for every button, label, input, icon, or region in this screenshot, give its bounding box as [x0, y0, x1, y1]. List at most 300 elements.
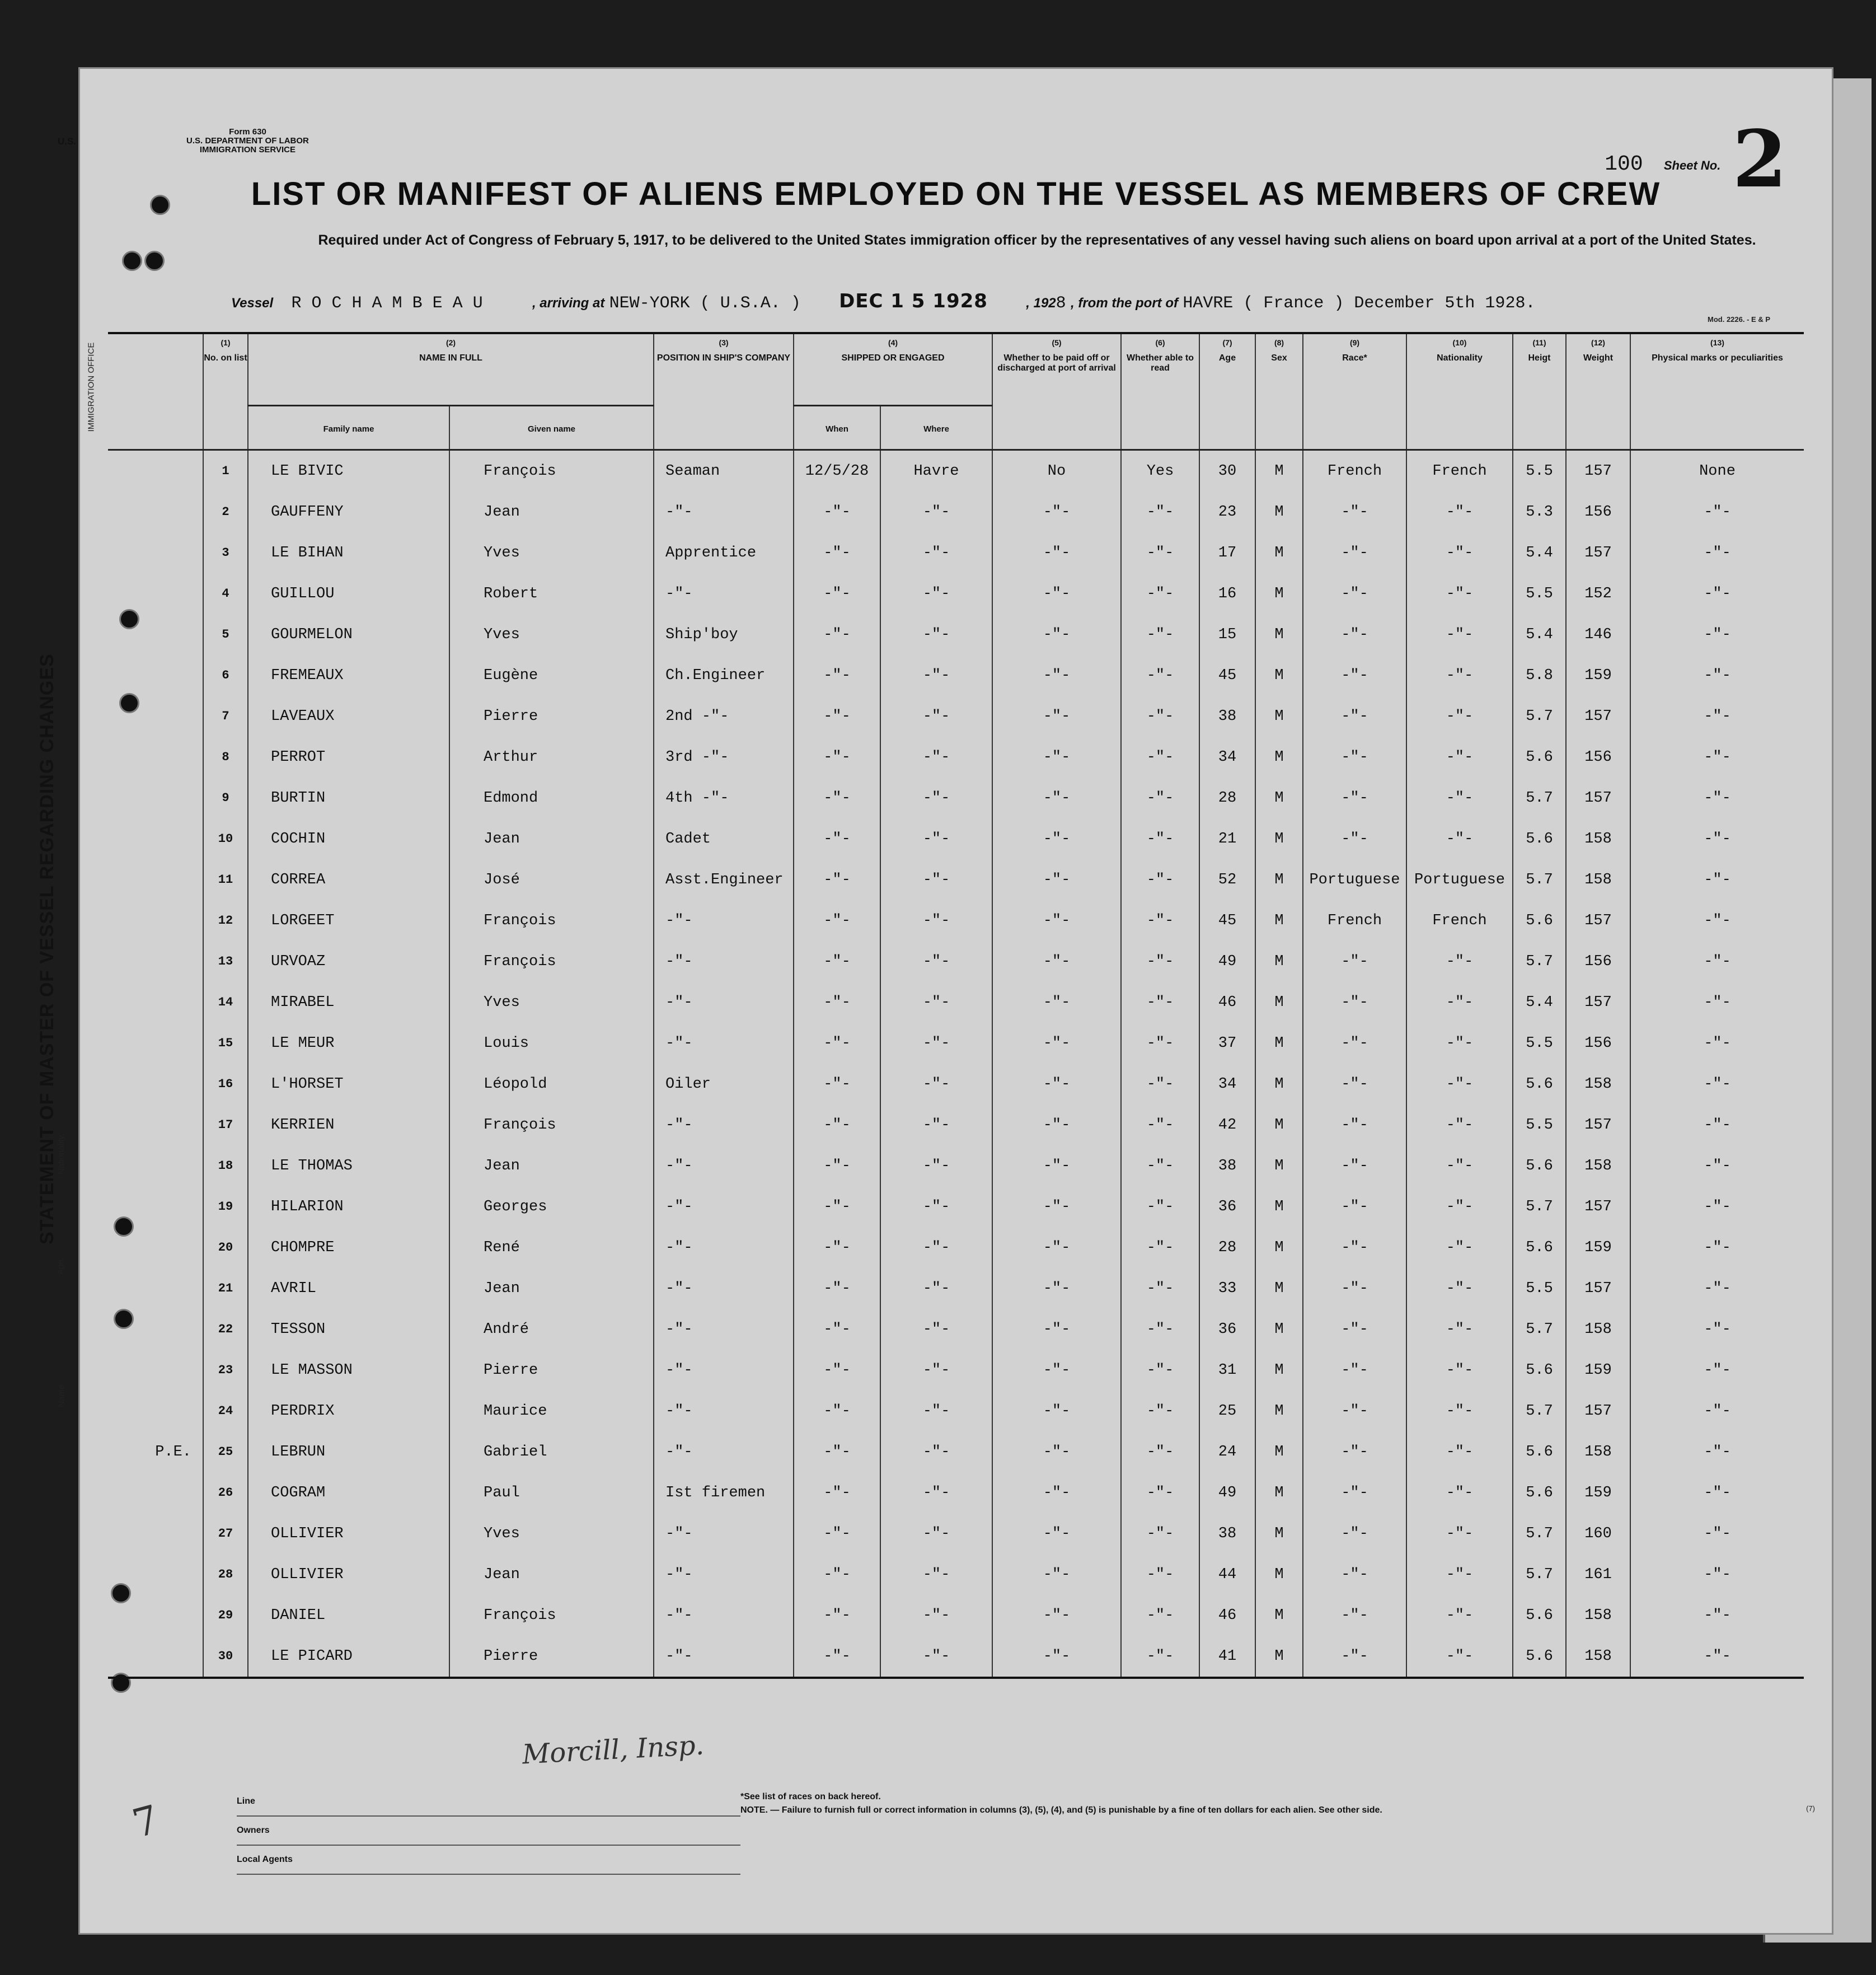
shipped-when-cell: -"- [794, 532, 880, 573]
age-cell: 44 [1199, 1554, 1255, 1595]
footer-agents-label: Local Agents [237, 1846, 740, 1875]
header-position: (3) POSITION IN SHIP'S COMPANY [654, 333, 794, 450]
position-cell: -"- [654, 573, 794, 614]
sex-cell: M [1255, 532, 1303, 573]
weight-cell: 157 [1566, 1186, 1630, 1227]
nationality-cell: -"- [1406, 1472, 1513, 1513]
position-cell: -"- [654, 900, 794, 941]
paid-off-cell: -"- [992, 859, 1121, 900]
position-cell: -"- [654, 1023, 794, 1064]
family-name-cell: LE BIVIC [248, 450, 449, 492]
row-annotation-cell [108, 1064, 203, 1104]
family-name-cell: HILARION [248, 1186, 449, 1227]
sex-cell: M [1255, 1513, 1303, 1554]
table-row [108, 1595, 1804, 1636]
race-cell: -"- [1303, 1513, 1406, 1554]
weight-cell: 157 [1566, 982, 1630, 1023]
header-name-in-full: (2) NAME IN FULL [248, 333, 654, 406]
sheet-label: Sheet No. [1663, 158, 1721, 172]
height-cell: 5.4 [1513, 614, 1566, 655]
race-cell: Portuguese [1303, 859, 1406, 900]
weight-cell: 158 [1566, 1064, 1630, 1104]
sex-cell: M [1255, 900, 1303, 941]
race-cell: -"- [1303, 1391, 1406, 1431]
physical-marks-cell: -"- [1630, 900, 1804, 941]
paid-off-cell: -"- [992, 1636, 1121, 1678]
list-number-cell: 23 [203, 1350, 248, 1391]
shipped-when-cell: -"- [794, 859, 880, 900]
age-cell: 21 [1199, 818, 1255, 859]
age-cell: 36 [1199, 1309, 1255, 1350]
shipped-when-cell: -"- [794, 1595, 880, 1636]
race-cell: -"- [1303, 982, 1406, 1023]
table-row [108, 573, 1804, 614]
shipped-where-cell: -"- [880, 1636, 992, 1678]
height-cell: 5.6 [1513, 1227, 1566, 1268]
nationality-cell: -"- [1406, 1554, 1513, 1595]
race-cell: -"- [1303, 778, 1406, 818]
able-to-read-cell: -"- [1121, 778, 1199, 818]
weight-cell: 158 [1566, 1595, 1630, 1636]
race-cell: -"- [1303, 1064, 1406, 1104]
shipped-where-cell: -"- [880, 859, 992, 900]
footer-line-label: Line [237, 1787, 740, 1817]
paid-off-cell: -"- [992, 778, 1121, 818]
able-to-read-cell: -"- [1121, 696, 1199, 737]
given-name-cell: Arthur [449, 737, 654, 778]
table-row [108, 1064, 1804, 1104]
able-to-read-cell: -"- [1121, 1636, 1199, 1678]
given-name-cell: Jean [449, 1268, 654, 1309]
table-row [108, 982, 1804, 1023]
sex-cell: M [1255, 492, 1303, 532]
form-reference [186, 128, 309, 155]
able-to-read-cell: -"- [1121, 1431, 1199, 1472]
given-name-cell: François [449, 941, 654, 982]
shipped-where-cell: -"- [880, 1227, 992, 1268]
race-cell: -"- [1303, 492, 1406, 532]
row-annotation-cell [108, 492, 203, 532]
shipped-where-cell: -"- [880, 532, 992, 573]
page-subtitle: Required under Act of Congress of February 5, 1917, to be delivered to the United States immigration officer by the representatives of any vessel having such aliens on board upon arrival at a port of the United States. [318, 232, 1756, 248]
nationality-cell: French [1406, 900, 1513, 941]
sex-cell: M [1255, 1431, 1303, 1472]
height-cell: 5.6 [1513, 1350, 1566, 1391]
row-annotation-cell [108, 614, 203, 655]
height-cell: 5.6 [1513, 1636, 1566, 1678]
given-name-cell: Léopold [449, 1064, 654, 1104]
year-label: , 192 [1026, 296, 1056, 311]
table-row [108, 655, 1804, 696]
family-name-cell: LE MEUR [248, 1023, 449, 1064]
shipped-when-cell: -"- [794, 1268, 880, 1309]
height-cell: 5.6 [1513, 1595, 1566, 1636]
header-shipped-or-engaged: (4) SHIPPED OR ENGAGED [794, 333, 992, 406]
sex-cell: M [1255, 1636, 1303, 1678]
family-name-cell: GUILLOU [248, 573, 449, 614]
able-to-read-cell: -"- [1121, 532, 1199, 573]
given-name-cell: Georges [449, 1186, 654, 1227]
list-number-cell: 12 [203, 900, 248, 941]
margin-name-label: Name. [57, 1382, 67, 1407]
row-annotation-cell [108, 1350, 203, 1391]
weight-cell: 158 [1566, 1431, 1630, 1472]
family-name-cell: LE BIHAN [248, 532, 449, 573]
sex-cell: M [1255, 859, 1303, 900]
family-name-cell: PERROT [248, 737, 449, 778]
vessel-name: R O C H A M B E A U [291, 294, 483, 313]
height-cell: 5.7 [1513, 778, 1566, 818]
sex-cell: M [1255, 1227, 1303, 1268]
height-cell: 5.6 [1513, 900, 1566, 941]
given-name-cell: Pierre [449, 1636, 654, 1678]
list-number-cell: 6 [203, 655, 248, 696]
weight-cell: 157 [1566, 696, 1630, 737]
table-row [108, 532, 1804, 573]
shipped-where-cell: -"- [880, 818, 992, 859]
age-cell: 34 [1199, 1064, 1255, 1104]
given-name-cell: François [449, 1595, 654, 1636]
weight-cell: 159 [1566, 655, 1630, 696]
shipped-when-cell: -"- [794, 900, 880, 941]
given-name-cell: Paul [449, 1472, 654, 1513]
shipped-when-cell: -"- [794, 818, 880, 859]
department-name: U.S. DEPARTMENT OF LABOR [186, 136, 309, 146]
position-cell: Ist firemen [654, 1472, 794, 1513]
family-name-cell: L'HORSET [248, 1064, 449, 1104]
shipped-where-cell: -"- [880, 1513, 992, 1554]
annotation-column-header [108, 333, 203, 450]
list-number-cell: 16 [203, 1064, 248, 1104]
race-cell: -"- [1303, 1431, 1406, 1472]
header-when: When [794, 406, 880, 450]
shipped-where-cell: -"- [880, 1023, 992, 1064]
list-number-cell: 24 [203, 1391, 248, 1431]
race-cell: -"- [1303, 655, 1406, 696]
given-name-cell: Pierre [449, 1350, 654, 1391]
sex-cell: M [1255, 696, 1303, 737]
able-to-read-cell: -"- [1121, 1391, 1199, 1431]
race-cell: -"- [1303, 1104, 1406, 1145]
table-row [108, 492, 1804, 532]
height-cell: 5.6 [1513, 1472, 1566, 1513]
punch-hole [144, 251, 165, 271]
given-name-cell: François [449, 1104, 654, 1145]
shipped-where-cell: -"- [880, 1595, 992, 1636]
table-row [108, 1227, 1804, 1268]
shipped-when-cell: -"- [794, 778, 880, 818]
height-cell: 5.4 [1513, 982, 1566, 1023]
shipped-when-cell: -"- [794, 573, 880, 614]
list-number-cell: 22 [203, 1309, 248, 1350]
header-paid-off: (5) Whether to be paid off or discharged at port of arrival [992, 333, 1121, 450]
position-cell: Oiler [654, 1064, 794, 1104]
list-number-cell: 13 [203, 941, 248, 982]
race-cell: -"- [1303, 1023, 1406, 1064]
nationality-cell: Portuguese [1406, 859, 1513, 900]
able-to-read-cell: -"- [1121, 492, 1199, 532]
weight-cell: 156 [1566, 941, 1630, 982]
physical-marks-cell: -"- [1630, 1513, 1804, 1554]
sex-cell: M [1255, 1391, 1303, 1431]
race-cell: -"- [1303, 1227, 1406, 1268]
family-name-cell: PERDRIX [248, 1391, 449, 1431]
physical-marks-cell: -"- [1630, 1595, 1804, 1636]
nationality-cell: French [1406, 450, 1513, 492]
row-annotation-cell [108, 1023, 203, 1064]
shipped-when-cell: -"- [794, 1309, 880, 1350]
page-title: LIST OR MANIFEST OF ALIENS EMPLOYED ON THE VESSEL AS MEMBERS OF CREW [251, 176, 1661, 212]
paid-off-cell: -"- [992, 1554, 1121, 1595]
given-name-cell: Yves [449, 532, 654, 573]
header-able-to-read: (6) Whether able to read [1121, 333, 1199, 450]
physical-marks-cell: -"- [1630, 818, 1804, 859]
table-row [108, 1023, 1804, 1064]
age-cell: 38 [1199, 1513, 1255, 1554]
sex-cell: M [1255, 450, 1303, 492]
family-name-cell: LEBRUN [248, 1431, 449, 1472]
margin-office-label: IMMIGRATION OFFICE [86, 342, 96, 432]
list-number-cell: 30 [203, 1636, 248, 1678]
footnote-races: *See list of races on back hereof. [740, 1792, 881, 1801]
able-to-read-cell: -"- [1121, 1104, 1199, 1145]
shipped-where-cell: -"- [880, 1186, 992, 1227]
nationality-cell: -"- [1406, 1145, 1513, 1186]
sex-cell: M [1255, 1064, 1303, 1104]
nationality-cell: -"- [1406, 1636, 1513, 1678]
height-cell: 5.7 [1513, 1186, 1566, 1227]
height-cell: 5.5 [1513, 1268, 1566, 1309]
manifest-page [36, 67, 1833, 1935]
position-cell: -"- [654, 492, 794, 532]
sex-cell: M [1255, 1104, 1303, 1145]
position-cell: Apprentice [654, 532, 794, 573]
height-cell: 5.3 [1513, 492, 1566, 532]
age-cell: 17 [1199, 532, 1255, 573]
header-height: (11) Heigt [1513, 333, 1566, 450]
age-cell: 42 [1199, 1104, 1255, 1145]
able-to-read-cell: -"- [1121, 1350, 1199, 1391]
position-cell: -"- [654, 941, 794, 982]
physical-marks-cell: -"- [1630, 1268, 1804, 1309]
table-row [108, 1472, 1804, 1513]
table-row [108, 614, 1804, 655]
shipped-when-cell: -"- [794, 1350, 880, 1391]
form-number: Form 630 [229, 127, 266, 137]
paid-off-cell: -"- [992, 818, 1121, 859]
paid-off-cell: -"- [992, 1023, 1121, 1064]
given-name-cell: André [449, 1309, 654, 1350]
handwritten-number: 7 [128, 1796, 164, 1847]
position-cell: -"- [654, 1391, 794, 1431]
physical-marks-cell: -"- [1630, 655, 1804, 696]
footer-agent-block [237, 1787, 740, 1875]
weight-cell: 158 [1566, 1636, 1630, 1678]
height-cell: 5.7 [1513, 859, 1566, 900]
weight-cell: 157 [1566, 778, 1630, 818]
age-cell: 28 [1199, 778, 1255, 818]
shipped-where-cell: -"- [880, 1472, 992, 1513]
position-cell: 4th -"- [654, 778, 794, 818]
punch-hole [150, 195, 170, 215]
list-number-cell: 5 [203, 614, 248, 655]
race-cell: -"- [1303, 941, 1406, 982]
table-row [108, 1104, 1804, 1145]
header-age: (7) Age [1199, 333, 1255, 450]
height-cell: 5.6 [1513, 1064, 1566, 1104]
shipped-when-cell: 12/5/28 [794, 450, 880, 492]
age-cell: 28 [1199, 1227, 1255, 1268]
date-stamp: DEC 1 5 1928 [839, 290, 988, 312]
shipped-where-cell: -"- [880, 1391, 992, 1431]
paid-off-cell: -"- [992, 655, 1121, 696]
nationality-cell: -"- [1406, 1391, 1513, 1431]
age-cell: 45 [1199, 655, 1255, 696]
given-name-cell: José [449, 859, 654, 900]
given-name-cell: Yves [449, 614, 654, 655]
able-to-read-cell: -"- [1121, 573, 1199, 614]
weight-cell: 158 [1566, 1309, 1630, 1350]
family-name-cell: LORGEET [248, 900, 449, 941]
family-name-cell: KERRIEN [248, 1104, 449, 1145]
paid-off-cell: -"- [992, 737, 1121, 778]
physical-marks-cell: -"- [1630, 941, 1804, 982]
weight-cell: 158 [1566, 818, 1630, 859]
height-cell: 5.7 [1513, 696, 1566, 737]
list-number-cell: 29 [203, 1595, 248, 1636]
physical-marks-cell: -"- [1630, 1431, 1804, 1472]
shipped-when-cell: -"- [794, 492, 880, 532]
row-annotation-cell [108, 1145, 203, 1186]
able-to-read-cell: -"- [1121, 1309, 1199, 1350]
nationality-cell: -"- [1406, 982, 1513, 1023]
physical-marks-cell: -"- [1630, 859, 1804, 900]
shipped-when-cell: -"- [794, 1064, 880, 1104]
height-cell: 5.6 [1513, 1145, 1566, 1186]
row-annotation-cell [108, 1309, 203, 1350]
position-cell: -"- [654, 1554, 794, 1595]
list-number-cell: 21 [203, 1268, 248, 1309]
able-to-read-cell: -"- [1121, 1268, 1199, 1309]
row-annotation-cell [108, 900, 203, 941]
paid-off-cell: -"- [992, 1513, 1121, 1554]
paid-off-cell: -"- [992, 532, 1121, 573]
row-annotation-cell [108, 655, 203, 696]
nationality-cell: -"- [1406, 492, 1513, 532]
sex-cell: M [1255, 1145, 1303, 1186]
list-number-cell: 14 [203, 982, 248, 1023]
able-to-read-cell: -"- [1121, 655, 1199, 696]
age-cell: 49 [1199, 941, 1255, 982]
able-to-read-cell: -"- [1121, 737, 1199, 778]
height-cell: 5.7 [1513, 941, 1566, 982]
sex-cell: M [1255, 1472, 1303, 1513]
header-race: (9) Race* [1303, 333, 1406, 450]
list-number-cell: 2 [203, 492, 248, 532]
weight-cell: 157 [1566, 1391, 1630, 1431]
weight-cell: 156 [1566, 737, 1630, 778]
physical-marks-cell: -"- [1630, 982, 1804, 1023]
table-row [108, 778, 1804, 818]
sheet-stamp-number: 100 [1605, 152, 1643, 176]
shipped-where-cell: -"- [880, 655, 992, 696]
shipped-when-cell: -"- [794, 1472, 880, 1513]
shipped-where-cell: Havre [880, 450, 992, 492]
position-cell: -"- [654, 1186, 794, 1227]
row-annotation-cell [108, 1104, 203, 1145]
row-annotation-cell [108, 1636, 203, 1678]
paid-off-cell: -"- [992, 1227, 1121, 1268]
nationality-cell: -"- [1406, 1350, 1513, 1391]
list-number-cell: 19 [203, 1186, 248, 1227]
paid-off-cell: -"- [992, 1595, 1121, 1636]
height-cell: 5.7 [1513, 1554, 1566, 1595]
shipped-when-cell: -"- [794, 982, 880, 1023]
able-to-read-cell: -"- [1121, 941, 1199, 982]
weight-cell: 157 [1566, 532, 1630, 573]
able-to-read-cell: -"- [1121, 1554, 1199, 1595]
punch-hole [122, 251, 142, 271]
row-annotation-cell [108, 1268, 203, 1309]
list-number-cell: 17 [203, 1104, 248, 1145]
physical-marks-cell: -"- [1630, 1350, 1804, 1391]
paid-off-cell: -"- [992, 900, 1121, 941]
sheet-number: 2 [1732, 114, 1787, 205]
row-annotation-cell: P.E. [155, 1443, 191, 1461]
family-name-cell: CORREA [248, 859, 449, 900]
able-to-read-cell: -"- [1121, 1472, 1199, 1513]
weight-cell: 160 [1566, 1513, 1630, 1554]
family-name-cell: LE PICARD [248, 1636, 449, 1678]
shipped-where-cell: -"- [880, 1145, 992, 1186]
form-modification-ref: Mod. 2226. - E & P [1708, 315, 1770, 324]
age-cell: 36 [1199, 1186, 1255, 1227]
paid-off-cell: -"- [992, 1309, 1121, 1350]
nationality-cell: -"- [1406, 818, 1513, 859]
table-row [108, 941, 1804, 982]
able-to-read-cell: -"- [1121, 1227, 1199, 1268]
list-number-cell: 3 [203, 532, 248, 573]
margin-age-label: Age. [55, 1257, 65, 1275]
family-name-cell: AVRIL [248, 1268, 449, 1309]
header-weight: (12) Weight [1566, 333, 1630, 450]
race-cell: -"- [1303, 1554, 1406, 1595]
shipped-when-cell: -"- [794, 941, 880, 982]
nationality-cell: -"- [1406, 573, 1513, 614]
paid-off-cell: -"- [992, 1064, 1121, 1104]
given-name-cell: Jean [449, 818, 654, 859]
position-cell: -"- [654, 1513, 794, 1554]
nationality-cell: -"- [1406, 614, 1513, 655]
family-name-cell: LAVEAUX [248, 696, 449, 737]
age-cell: 15 [1199, 614, 1255, 655]
shipped-when-cell: -"- [794, 737, 880, 778]
nationality-cell: -"- [1406, 1268, 1513, 1309]
race-cell: French [1303, 450, 1406, 492]
sex-cell: M [1255, 778, 1303, 818]
height-cell: 5.6 [1513, 818, 1566, 859]
height-cell: 5.5 [1513, 450, 1566, 492]
row-annotation-cell [108, 1595, 203, 1636]
able-to-read-cell: -"- [1121, 1595, 1199, 1636]
family-name-cell: DANIEL [248, 1595, 449, 1636]
height-cell: 5.7 [1513, 1513, 1566, 1554]
nationality-cell: -"- [1406, 941, 1513, 982]
row-annotation-cell [108, 1391, 203, 1431]
shipped-when-cell: -"- [794, 655, 880, 696]
able-to-read-cell: -"- [1121, 900, 1199, 941]
physical-marks-cell: -"- [1630, 1023, 1804, 1064]
